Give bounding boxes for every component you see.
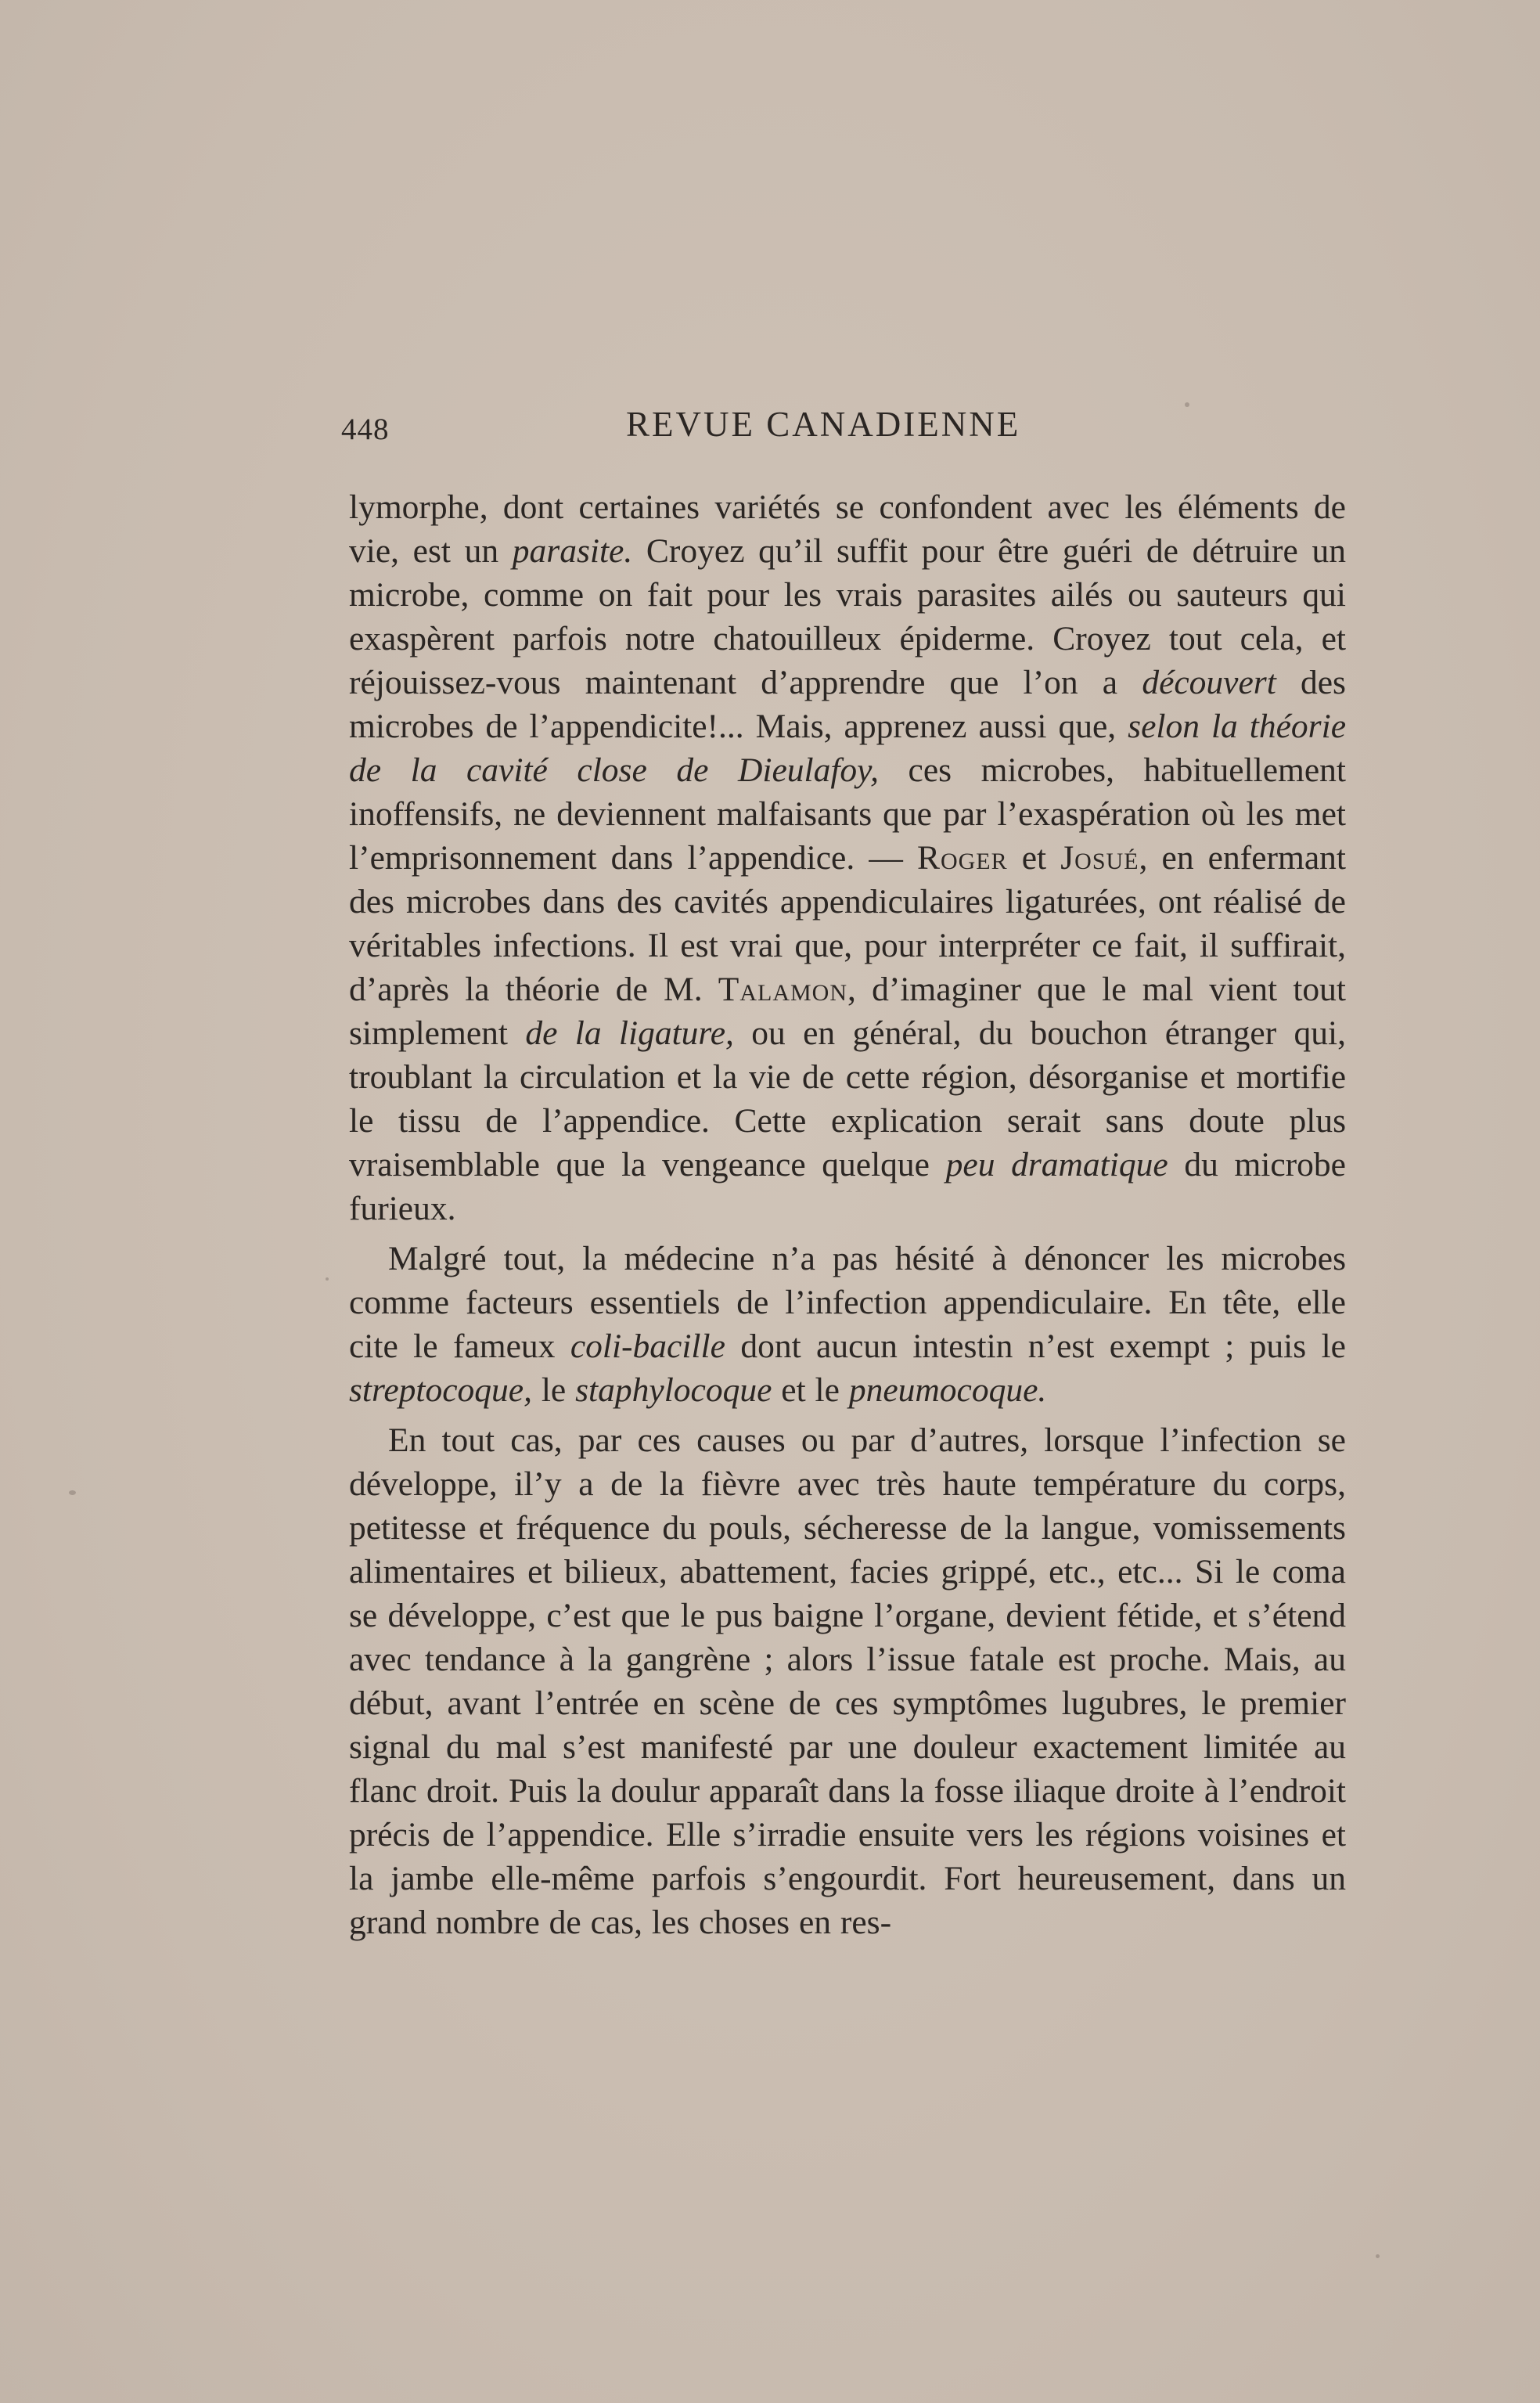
italic-text: découvert [1142,664,1276,701]
text-run: dont aucun intestin n’est exempt ; puis le [725,1328,1346,1365]
paragraph [349,1237,1346,1412]
text-run: En tout cas, par ces causes ou par d’autres, lorsque l’infection se développe, il’y a de la fièvre avec très haute température du corps, petitesse et fréquence du pouls, sécheresse de la langue, vomissements alimentaires et bilieux, abattement, facies grippé, etc., etc... Si le coma se développe, c’est que le pus baigne l’organe, devient fétide, et s’étend avec tendance à la gangrène ; alors l’issue fatale est proche. Mais, au début, avant l’entrée en scène de ces symptômes lugubres, le premier signal du mal s’est manifesté par une douleur exactement limitée au flanc droit. Puis la doulur apparaît dans la fosse iliaque droite à l’endroit précis de l’appendice. Elle s’irradie ensuite vers les régions voisines et la jambe elle-même parfois s’engourdit. Fort heureusement, dans un grand nombre de cas, les choses en res- [349,1421,1346,1941]
italic-text: parasite. [512,532,633,570]
text-run: lymorphe, dont certaines variétés se confondent avec les éléments de vie, est un [349,488,1346,570]
page-header [341,401,1374,456]
text-run: , d’imaginer que le mal vient tout simplement [349,971,1346,1052]
paper-speck [69,1490,76,1495]
text-run: et [1007,839,1061,877]
text-run: Malgré tout, la médecine n’a pas hésité à dénoncer les microbes comme facteurs essentiels de l’infection appendiculaire. En tête, elle cite le fameux [349,1240,1346,1365]
text-run: le [531,1371,576,1409]
italic-text: coli-bacille [570,1328,725,1365]
author-name: Talamon [718,971,848,1008]
text-run: du microbe furieux. [349,1146,1346,1227]
italic-text: pneumocoque. [848,1371,1047,1409]
text-run: , en enfermant des microbes dans des cavités appendiculaires ligaturées, ont réalisé de véritables infections. Il est vrai que, pour interpréter ce fait, il suffirait, d’après la théorie de M. [349,839,1346,1008]
author-name: Josué [1060,839,1139,877]
author-name: Roger [916,839,1008,877]
paragraph [349,1418,1346,1944]
italic-text: peu dramatique [945,1146,1168,1183]
body-text [349,485,1346,1951]
paper-speck [326,1277,329,1281]
text-run: Croyez qu’il suffit pour être guéri de détruire un microbe, comme on fait pour les vrais parasites ailés ou sauteurs qui exaspèrent parfois notre chatouilleux épiderme. Croyez tout cela, et réjouissez-vous maintenant d’apprendre que l’on a [349,532,1346,701]
paper-speck [1376,2254,1380,2258]
italic-text: staphylocoque [575,1371,772,1409]
italic-text: de la ligature, [525,1014,734,1052]
italic-text: streptocoque, [349,1371,532,1409]
running-title: REVUE CANADIENNE [626,405,1021,444]
text-run: ces microbes, habituellement inoffensifs, ne deviennent malfaisants que par l’exaspération où les met l’emprisonnement dans l’appendice. — [349,751,1346,877]
page-number: 448 [341,413,390,446]
text-run: et le [772,1371,849,1409]
text-run: des microbes de l’appendicite!... Mais, apprenez aussi que, [349,664,1346,745]
italic-text: selon la théorie de la cavité close de Dieulafoy, [349,708,1346,789]
text-run: ou en général, du bouchon étranger qui, troublant la circulation et la vie de cette région, désorganise et mortifie le tissu de l’appendice. Cette explication serait sans doute plus vraisemblable que la vengeance quelque [349,1014,1346,1183]
paragraph [349,485,1346,1230]
